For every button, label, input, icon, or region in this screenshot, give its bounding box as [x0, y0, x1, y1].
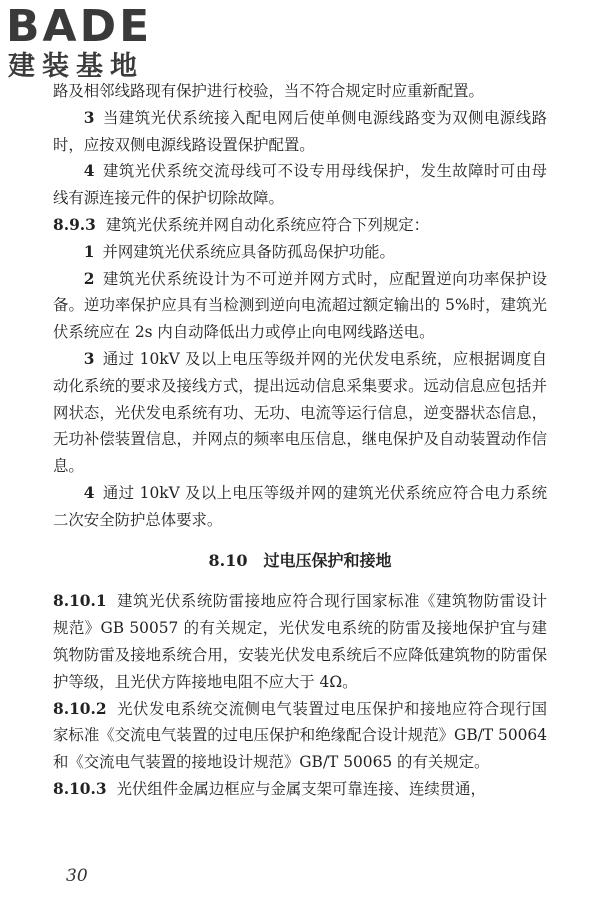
- item-text: 通过 10kV 及以上电压等级并网的光伏发电系统，应根据调度自动化系统的要求及接线方式，提出远动信息采集要求。远动信息应包括并网状态，光伏发电系统有功、无功、电流等运行信息，逆变器状态信息，无功补偿装置信息，并网点的频率电压信息，继电保护及自动装置动作信息。: [53, 349, 547, 476]
- list-item-892-3: [53, 105, 547, 159]
- item-number: 2: [83, 269, 95, 288]
- item-text: 建筑光伏系统设计为不可逆并网方式时，应配置逆向功率保护设备。逆功率保护应具有当检测到逆向电流超过额定输出的 5%时，建筑光伏系统应在 2s 内自动降低出力或停止向电网线路送电。: [53, 269, 547, 342]
- item-number: 4: [83, 162, 95, 181]
- item-number: 4: [83, 483, 95, 502]
- list-item-893-1: [53, 239, 547, 266]
- clause-8-10-2: [53, 696, 547, 776]
- list-item-892-4: [53, 158, 547, 212]
- item-text: 并网建筑光伏系统应具备防孤岛保护功能。: [102, 242, 395, 261]
- document-body: [53, 78, 547, 803]
- clause-number: 8.9.3: [53, 215, 96, 234]
- logo-subtitle-text: 建装基地: [8, 51, 144, 82]
- clause-number: 8.10.2: [53, 699, 107, 718]
- bade-logo: [6, 1, 153, 84]
- clause-text: 光伏发电系统交流侧电气装置过电压保护和接地应符合现行国家标准《交流电气装置的过电压保护和绝缘配合设计规范》GB/T 50064 和《交流电气装置的接地设计规范》GB/T 50065 的有关规定。: [53, 699, 547, 772]
- clause-text: 建筑光伏系统防雷接地应符合现行国家标准《建筑物防雷设计规范》GB 50057 的有关规定，光伏发电系统的防雷及接地保护宜与建筑物防雷及接地系统合用，安装光伏发电系统后不应降低建筑物的防雷保护等级，且光伏方阵接地电阻不应大于 4Ω。: [53, 592, 547, 691]
- clause-8-9-3: [53, 212, 547, 239]
- page-number: 30: [66, 866, 88, 886]
- clause-text: 建筑光伏系统并网自动化系统应符合下列规定：: [105, 215, 430, 234]
- item-number: 3: [83, 108, 95, 127]
- logo-brand-text: BADE: [6, 1, 153, 52]
- clause-8-10-1: [53, 588, 547, 695]
- list-item-893-2: [53, 266, 547, 346]
- carry-over-line: 路及相邻线路现有保护进行校验，当不符合规定时应重新配置。: [53, 82, 484, 100]
- clause-text: 光伏组件金属边框应与金属支架可靠连接、连续贯通，: [116, 779, 486, 798]
- list-item-893-4: [53, 480, 547, 534]
- item-text: 当建筑光伏系统接入配电网后使单侧电源线路变为双侧电源线路时，应按双侧电源线路设置保护配置。: [53, 108, 547, 154]
- item-number: 1: [83, 242, 95, 261]
- clause-number: 8.10.1: [53, 592, 107, 611]
- item-number: 3: [83, 349, 95, 368]
- list-item-893-3: [53, 346, 547, 480]
- clause-8-10-3: [53, 776, 547, 803]
- item-text: 通过 10kV 及以上电压等级并网的建筑光伏系统应符合电力系统二次安全防护总体要求。: [53, 483, 547, 529]
- section-title-8-10: 8.10 过电压保护和接地: [208, 550, 392, 570]
- item-text: 建筑光伏系统交流母线可不设专用母线保护，发生故障时可由母线有源连接元件的保护切除故障。: [53, 162, 547, 208]
- clause-number: 8.10.3: [53, 779, 107, 798]
